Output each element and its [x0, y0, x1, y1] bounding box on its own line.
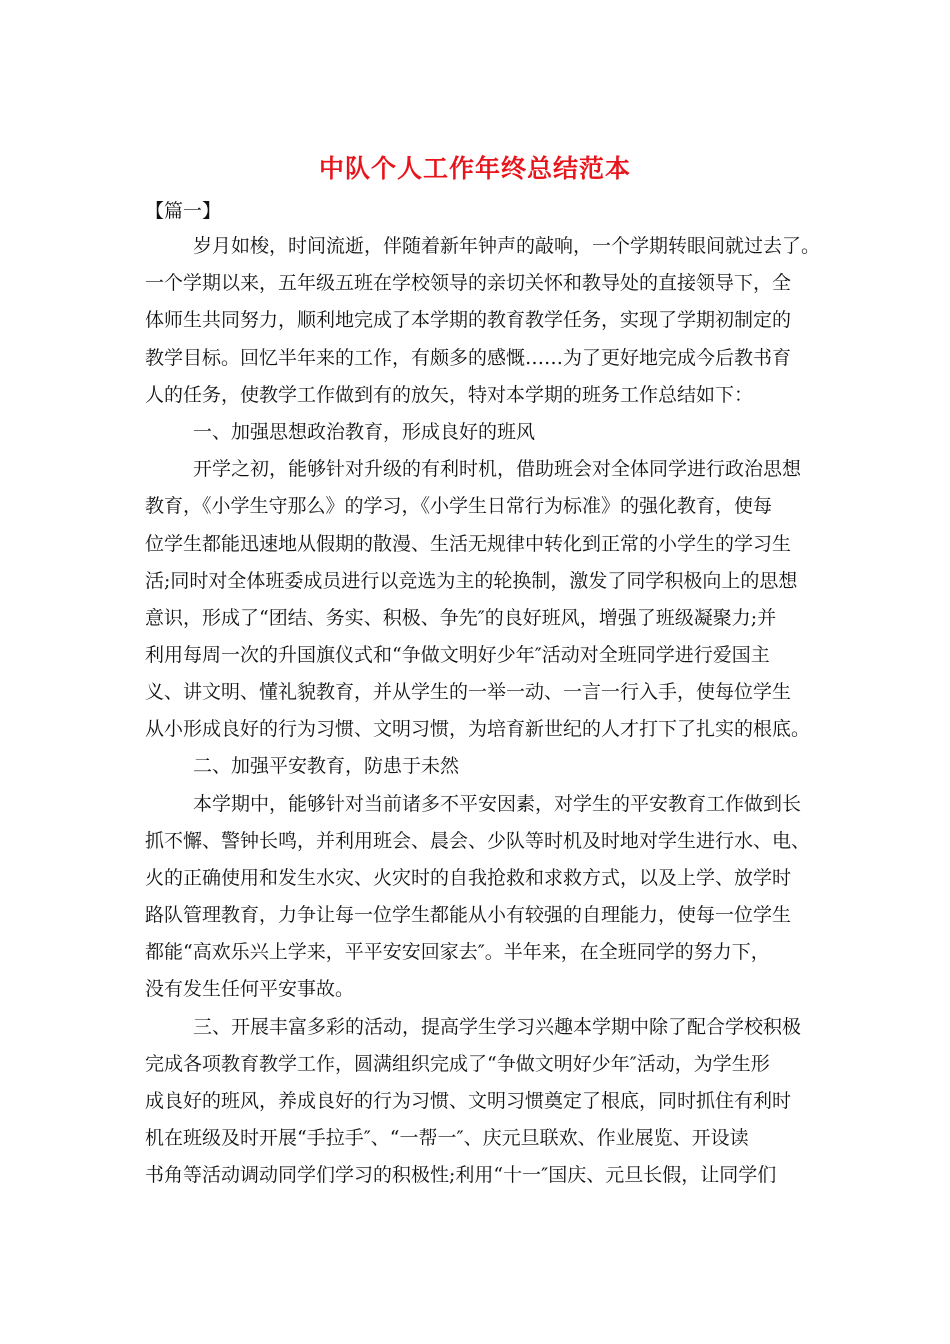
- paragraph-line: 教育，《小学生守那么》的学习，《小学生日常行为标准》的强化教育，使每: [145, 495, 773, 517]
- paragraph-line: 完成各项教育教学工作，圆满组织完成了“争做文明好少年″活动，为学生形: [145, 1053, 770, 1075]
- paragraph-line: 人的任务，使教学工作做到有的放矢，特对本学期的班务工作总结如下：: [145, 384, 754, 406]
- paragraph-line: 抓不懈、警钟长鸣，并利用班会、晨会、少队等时机及时地对学生进行水、电、: [145, 830, 811, 852]
- paragraph-line: 成良好的班风，养成良好的行为习惯、文明习惯奠定了根底，同时抓住有利时: [145, 1090, 792, 1112]
- paragraph-line: 书角等活动调动同学们学习的积极性;利用“十一″国庆、元旦长假，让同学们: [145, 1164, 777, 1186]
- paragraph-line: 机在班级及时开展“手拉手″、“一帮一″、庆元旦联欢、作业展览、开设读: [145, 1127, 749, 1149]
- paragraph-line: 位学生都能迅速地从假期的散漫、生活无规律中转化到正常的小学生的学习生: [145, 533, 792, 555]
- paragraph-line: 开学之初，能够针对升级的有利时机，借助班会对全体同学进行政治思想: [193, 458, 802, 480]
- paragraph-line: 都能“高欢乐兴上学来，平平安安回家去″。半年来，在全班同学的努力下，: [145, 941, 770, 963]
- paragraph-line: 活;同时对全体班委成员进行以竞选为主的轮换制，激发了同学积极向上的思想: [145, 570, 798, 592]
- paragraph-line: 义、讲文明、懂礼貌教育，并从学生的一举一动、一言一行入手，使每位学生: [145, 681, 792, 703]
- section-heading: 三、开展丰富多彩的活动，提高学生学习兴趣本学期中除了配合学校积极: [193, 1016, 802, 1038]
- paragraph-line: 一个学期以来，五年级五班在学校领导的亲切关怀和教导处的直接领导下，全: [145, 272, 792, 294]
- paragraph-line: 利用每周一次的升国旗仪式和“争做文明好少年″活动对全班同学进行爱国主: [145, 644, 770, 666]
- section-heading: 二、加强平安教育，防患于未然: [193, 755, 460, 777]
- paragraph-line: 意识，形成了“团结、务实、积极、争先″的良好班风，增强了班级凝聚力;并: [145, 607, 777, 629]
- paragraph-line: 体师生共同努力，顺利地完成了本学期的教育教学任务，实现了学期初制定的: [145, 309, 792, 331]
- paragraph-line: 没有发生任何平安事故。: [145, 978, 355, 1000]
- document-title: 中队个人工作年终总结范本: [318, 154, 631, 183]
- paragraph-line: 路队管理教育，力争让每一位学生都能从小有较强的自理能力，使每一位学生: [145, 904, 792, 926]
- paragraph-line: 教学目标。回忆半年来的工作，有颇多的感慨……为了更好地完成今后教书育: [145, 347, 792, 369]
- section-heading: 一、加强思想政治教育，形成良好的班风: [193, 421, 536, 443]
- paragraph-line: 火的正确使用和发生水灾、火灾时的自我抢救和求救方式，以及上学、放学时: [145, 867, 792, 889]
- paragraph-line: 从小形成良好的行为习惯、文明习惯，为培育新世纪的人才打下了扎实的根底。: [145, 718, 811, 740]
- paragraph-line: 岁月如梭，时间流逝，伴随着新年钟声的敲响，一个学期转眼间就过去了。: [193, 235, 821, 257]
- section-label: 【篇一】: [145, 200, 222, 222]
- paragraph-line: 本学期中，能够针对当前诸多不平安因素，对学生的平安教育工作做到长: [193, 793, 802, 815]
